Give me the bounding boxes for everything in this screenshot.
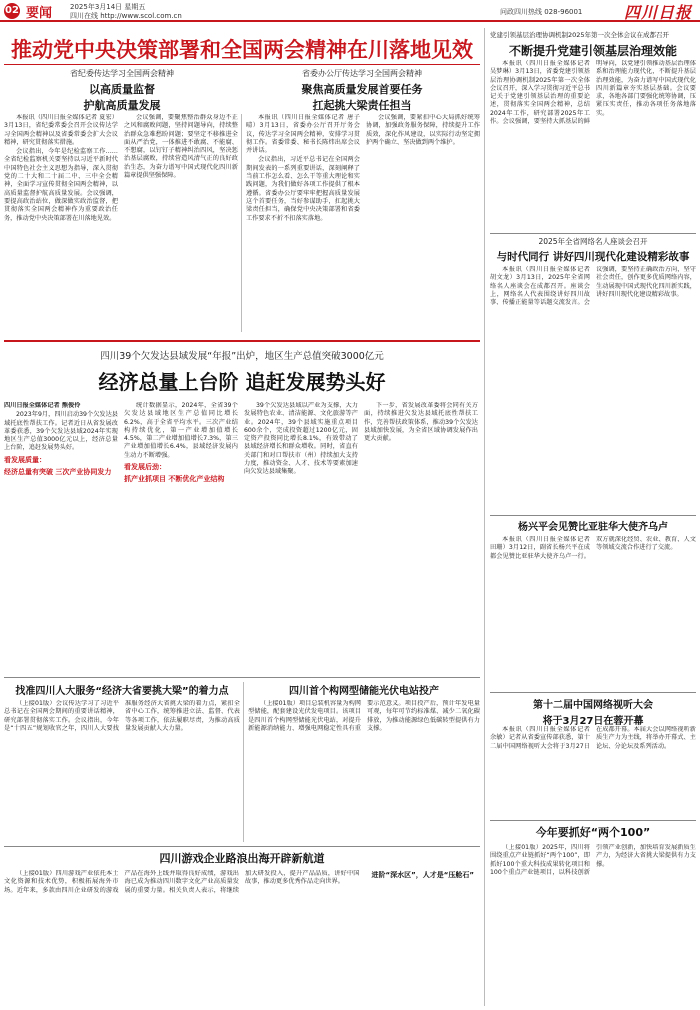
- right-story: [244, 68, 480, 113]
- kicker: 看发展后劲：: [124, 463, 166, 472]
- economy-col-1: [4, 402, 118, 672]
- game-story: [4, 850, 480, 1006]
- zambia-title: 杨兴平会见赞比亚驻华大使齐乌卢: [518, 522, 668, 533]
- storage-story: [248, 682, 480, 842]
- divider: [490, 515, 696, 516]
- left-story: [4, 68, 240, 113]
- divider: [490, 692, 696, 693]
- divider: [4, 677, 480, 678]
- column-rule: [243, 682, 244, 842]
- party-title: 不断提升党建引领基层治理效能: [508, 44, 677, 58]
- paragraph: 会议指出，习近平总书记在全国两会期间发表的一系列重要讲话，深刻阐释了当前工作怎么看、怎么干等重大理论和实践问题，为我们做好各项工作提供了根本遵循。省委办公厅要牢牢把握高质量发展这个首要任务，当好参谋助手，扛起挑大梁责任担当，确保党中央决策部署和省委工作要求不折不扣落实落地。: [246, 156, 360, 222]
- newspaper-logo: 四川日报: [623, 3, 692, 22]
- hotline: 问政四川热线 028-96001: [500, 8, 583, 16]
- storage-body: [248, 700, 480, 840]
- two-hundred-title: 今年要抓好“两个100”: [535, 826, 651, 839]
- netizen-kicker: 2025年全省网络名人座谈会召开: [538, 237, 648, 246]
- paragraph: 本报讯（四川日报全媒体记者 余敏）记者从省委宣传部获悉，第十二届中国网络视听大会将于3月27日在成都开幕。本届大会以网络视听新质生产力为主线，将举办开幕式、主论坛、分论坛及系列活动。: [490, 726, 696, 750]
- paragraph: 本报讯（四川日报全媒体记者 田珊）3月12日，副省长杨兴平在成都会见赞比亚驻华大使齐乌卢一行。双方就深化经贸、农业、教育、人文等领域交流合作进行了交流。: [490, 536, 696, 560]
- column-rule: [241, 114, 242, 332]
- issue-date: 2025年3月14日 星期五: [70, 3, 146, 11]
- divider: [490, 233, 696, 234]
- byline: 本报讯（四川日报全媒体记者 唐子晴）3月13日，省委办公厅召开厅务会议，传达学习全国两会精神，安排学习贯彻工作。省委常委、秘书长陈炜出席会议并讲话。: [246, 114, 360, 155]
- party-kicker: 党建引领基层治理协调机制2025年第一次全体会议在成都召开: [490, 31, 670, 39]
- npc-body: [4, 700, 240, 840]
- website: 四川在线 http://www.scol.com.cn: [70, 12, 182, 20]
- kicker: 看发展质量：: [4, 455, 46, 464]
- lead-col-1: [4, 114, 118, 332]
- paragraph: 统计数据显示，2024年，全省39个欠发达县域地区生产总值同比增长6.2%，高于全省平均水平。三次产业结构持续优化，第一产业增加值增长4.5%，第二产业增加值增长7.3%，第三产业增加值增长6.4%，县域经济发展内生动力不断增强。: [124, 402, 238, 459]
- paragraph: （上接01版）项目总装机容量为构网型储能，配套建设光伏发电项目。该项目是四川首个构网型储能光伏电站，对提升新能源消纳能力、增强电网稳定性具有重要示范意义。项目投产后，预计年发电量可观，每年可节约标准煤、减少二氧化碳排放，为推动能源绿色低碳转型提供有力支撑。: [248, 700, 480, 732]
- npc-story: [4, 682, 240, 842]
- game-title: 四川游戏企业路浪出海开辟新航道: [159, 852, 325, 865]
- divider: [4, 846, 480, 847]
- paragraph: 下一步，省发展改革委将会同有关方面，持续推进欠发达县域托底性帮扶工作，完善帮扶政策体系，推动39个欠发达县域加快发展，为全省区域协调发展作出更大贡献。: [364, 402, 478, 443]
- netizen-title: 与时代同行 讲好四川现代化建设精彩故事: [496, 251, 690, 263]
- kicker: 抓产业抓项目 不断优化产业结构: [124, 475, 225, 484]
- kicker: 进阶“深水区”，人才是“压舱石”: [371, 871, 474, 879]
- page-number: 02: [4, 3, 20, 19]
- divider: [490, 820, 696, 821]
- netizen-body: [490, 266, 696, 510]
- festival-story: [490, 696, 696, 816]
- paragraph: 会议指出，今年是纪检监察工作……全省纪检监察机关要坚持以习近平新时代中国特色社会主义思想为指导，深入贯彻党的二十大和二十届二中、三中全会精神，全面学习宣传贯彻全国两会精神，以高质量监督护航高质量发展。会议强调，要提高政治站位，做深做实政治监督，把贯彻落实全国两会精神作为重要政治任务，推动党中央决策部署在川落地见效。: [4, 148, 118, 222]
- festival-kicker: 第十二届中国网络视听大会: [533, 700, 653, 711]
- party-story: [490, 30, 696, 230]
- storage-title: 四川首个构网型储能光伏电站投产: [289, 686, 439, 697]
- paragraph: 本报讯（四川日报全媒体记者 胡文龙）3月13日，2025年全省网络名人座谈会在成都召开。座谈会上，网络名人代表围绕讲好四川故事、传播正能量等话题交流发言。会议强调，要坚持正确政治方向，坚守社会责任，创作更多优质网络内容，生动展现中国式现代化四川新实践，讲好四川现代化建设精彩故事。: [490, 266, 696, 307]
- economy-story: [4, 344, 480, 674]
- lead-col-3: [246, 114, 360, 332]
- paragraph: 39个欠发达县域以产业为支撑，大力发展特色农业、清洁能源、文化旅游等产业。2024年，39个县域实施重点项目600余个，完成投资超过1200亿元，固定资产投资同比增长8.1%，有效带动了县域经济增长和群众增收。同时，省直有关部门和对口帮扶市（州）持续加大支持力度，推动资金、人才、技术等要素加速向欠发达县域集聚。: [244, 402, 358, 476]
- npc-title: 找准四川人大服务“经济大省要挑大梁”的着力点: [15, 686, 229, 697]
- paragraph: （上接01版）2025年，四川将围绕重点产业链抓好“两个100”，即抓好100个重大科技成果转化项目和100个重点产业链项目，以科技创新引领产业创新，加快培育发展新质生产力，为经济大省挑大梁提供有力支撑。: [490, 844, 696, 876]
- kicker: 经济总量有突破 三次产业协同发力: [4, 467, 112, 476]
- two-hundred-body: [490, 844, 696, 1004]
- right-title: 聚焦高质量发展首要任务 扛起挑大梁责任担当: [301, 83, 423, 112]
- lead-col-4: [366, 114, 480, 332]
- economy-deck: 四川39个欠发达县域发展“年报”出炉，地区生产总值突破3000亿元: [100, 351, 384, 362]
- economy-col-4: [364, 402, 478, 672]
- byline: 本报讯（四川日报全媒体记者 夏宏）3月13日，省纪委常委会召开会议传达学习全国两会精神以及省委常委会扩大会议精神，研究贯彻落实措施。: [4, 114, 118, 146]
- paragraph: 本报讯（四川日报全媒体记者 吴梦琳）3月13日，省委党建引领基层治理协调机制2025年第一次全体会议召开，深入学习贯彻习近平总书记关于党建引领基层治理的重要论述，贯彻落实全国两会精神，总结2024年工作，研究部署2025年工作。会议强调，要坚持大抓基层的鲜明导向，以党建引领推动基层治理体系和治理能力现代化，不断提升基层治理效能，为奋力谱写中国式现代化四川新篇章夯实基层基础。会议要求，各地各部门要强化统筹协调，压紧压实责任，推动各项任务落地落实。: [490, 60, 696, 126]
- economy-col-2: [124, 402, 238, 672]
- economy-col-3: [244, 402, 358, 672]
- paragraph: （上接01版）四川游戏产业依托本土文化资源和技术优势，积极拓展海外市场。近年来，多款由四川企业研发的游戏产品在海外上线并取得良好成绩，游戏出海已成为推动四川数字文化产业高质量发展的重要力量。相关负责人表示，将继续加大研发投入，提升产品品质，讲好中国故事，推动更多优秀作品走向世界。: [4, 870, 360, 894]
- left-title: 以高质量监督 护航高质量发展: [83, 83, 161, 112]
- zambia-body: [490, 536, 696, 656]
- paragraph: 会议强调，要紧扣中心大局抓好统筹协调，加强政务服务保障，持续提升工作质效，深化作风建设，以实际行动坚定拥护两个确立、坚决做到两个维护。: [366, 114, 480, 146]
- lead-col-2: [124, 114, 238, 332]
- divider: [4, 64, 480, 65]
- section-name: 要闻: [26, 6, 53, 21]
- byline: 四川日报全媒体记者 熊俊伶: [4, 402, 81, 409]
- right-subhead: 省委办公厅传达学习全国两会精神: [302, 69, 422, 78]
- section-rule: [4, 340, 480, 342]
- game-body: [4, 870, 480, 1004]
- two-hundred-story: [490, 824, 696, 1006]
- column-rule: [484, 28, 485, 1006]
- economy-headline: 经济总量上台阶 追赶发展势头好: [98, 370, 386, 394]
- lead-headline: 推动党中央决策部署和全国两会精神在川落地见效: [11, 38, 473, 62]
- lead-story: [4, 30, 480, 335]
- paragraph: 会议强调，要聚焦整治群众身边不正之风和腐败问题，坚持问题导向，持续整治群众急难愁盼问题；要坚定不移推进全面从严治党，一体推进不敢腐、不能腐、不想腐，以钉钉子精神纠治四风，坚决惩治基层腐败，持续营造风清气正的良好政治生态，为奋力谱写中国式现代化四川新篇章提供坚强保障。: [124, 114, 238, 180]
- festival-body: [490, 726, 696, 814]
- paragraph: （上接01版）会议传达学习了习近平总书记在全国两会期间的重要讲话精神，研究部署贯彻落实工作。会议指出，今年是“十四五”规划收官之年，四川人大要找准服务经济大省挑大梁的着力点，紧扣全省中心工作，统筹推进立法、监督、代表等各项工作，依法履职尽责，为推动高质量发展贡献人大力量。: [4, 700, 240, 732]
- party-body: [490, 60, 696, 228]
- festival-title: 将于3月27日在蓉开幕: [542, 716, 644, 727]
- zambia-story: [490, 518, 696, 658]
- paragraph: 2023年9月，四川启动39个欠发达县域托底性帮扶工作。记者近日从省发展改革委获悉，39个欠发达县域2024年实现地区生产总值3000亿元以上，经济总量上台阶，追赶发展势头好。: [4, 411, 118, 452]
- left-subhead: 省纪委传达学习全国两会精神: [70, 69, 174, 78]
- netizen-story: [490, 236, 696, 512]
